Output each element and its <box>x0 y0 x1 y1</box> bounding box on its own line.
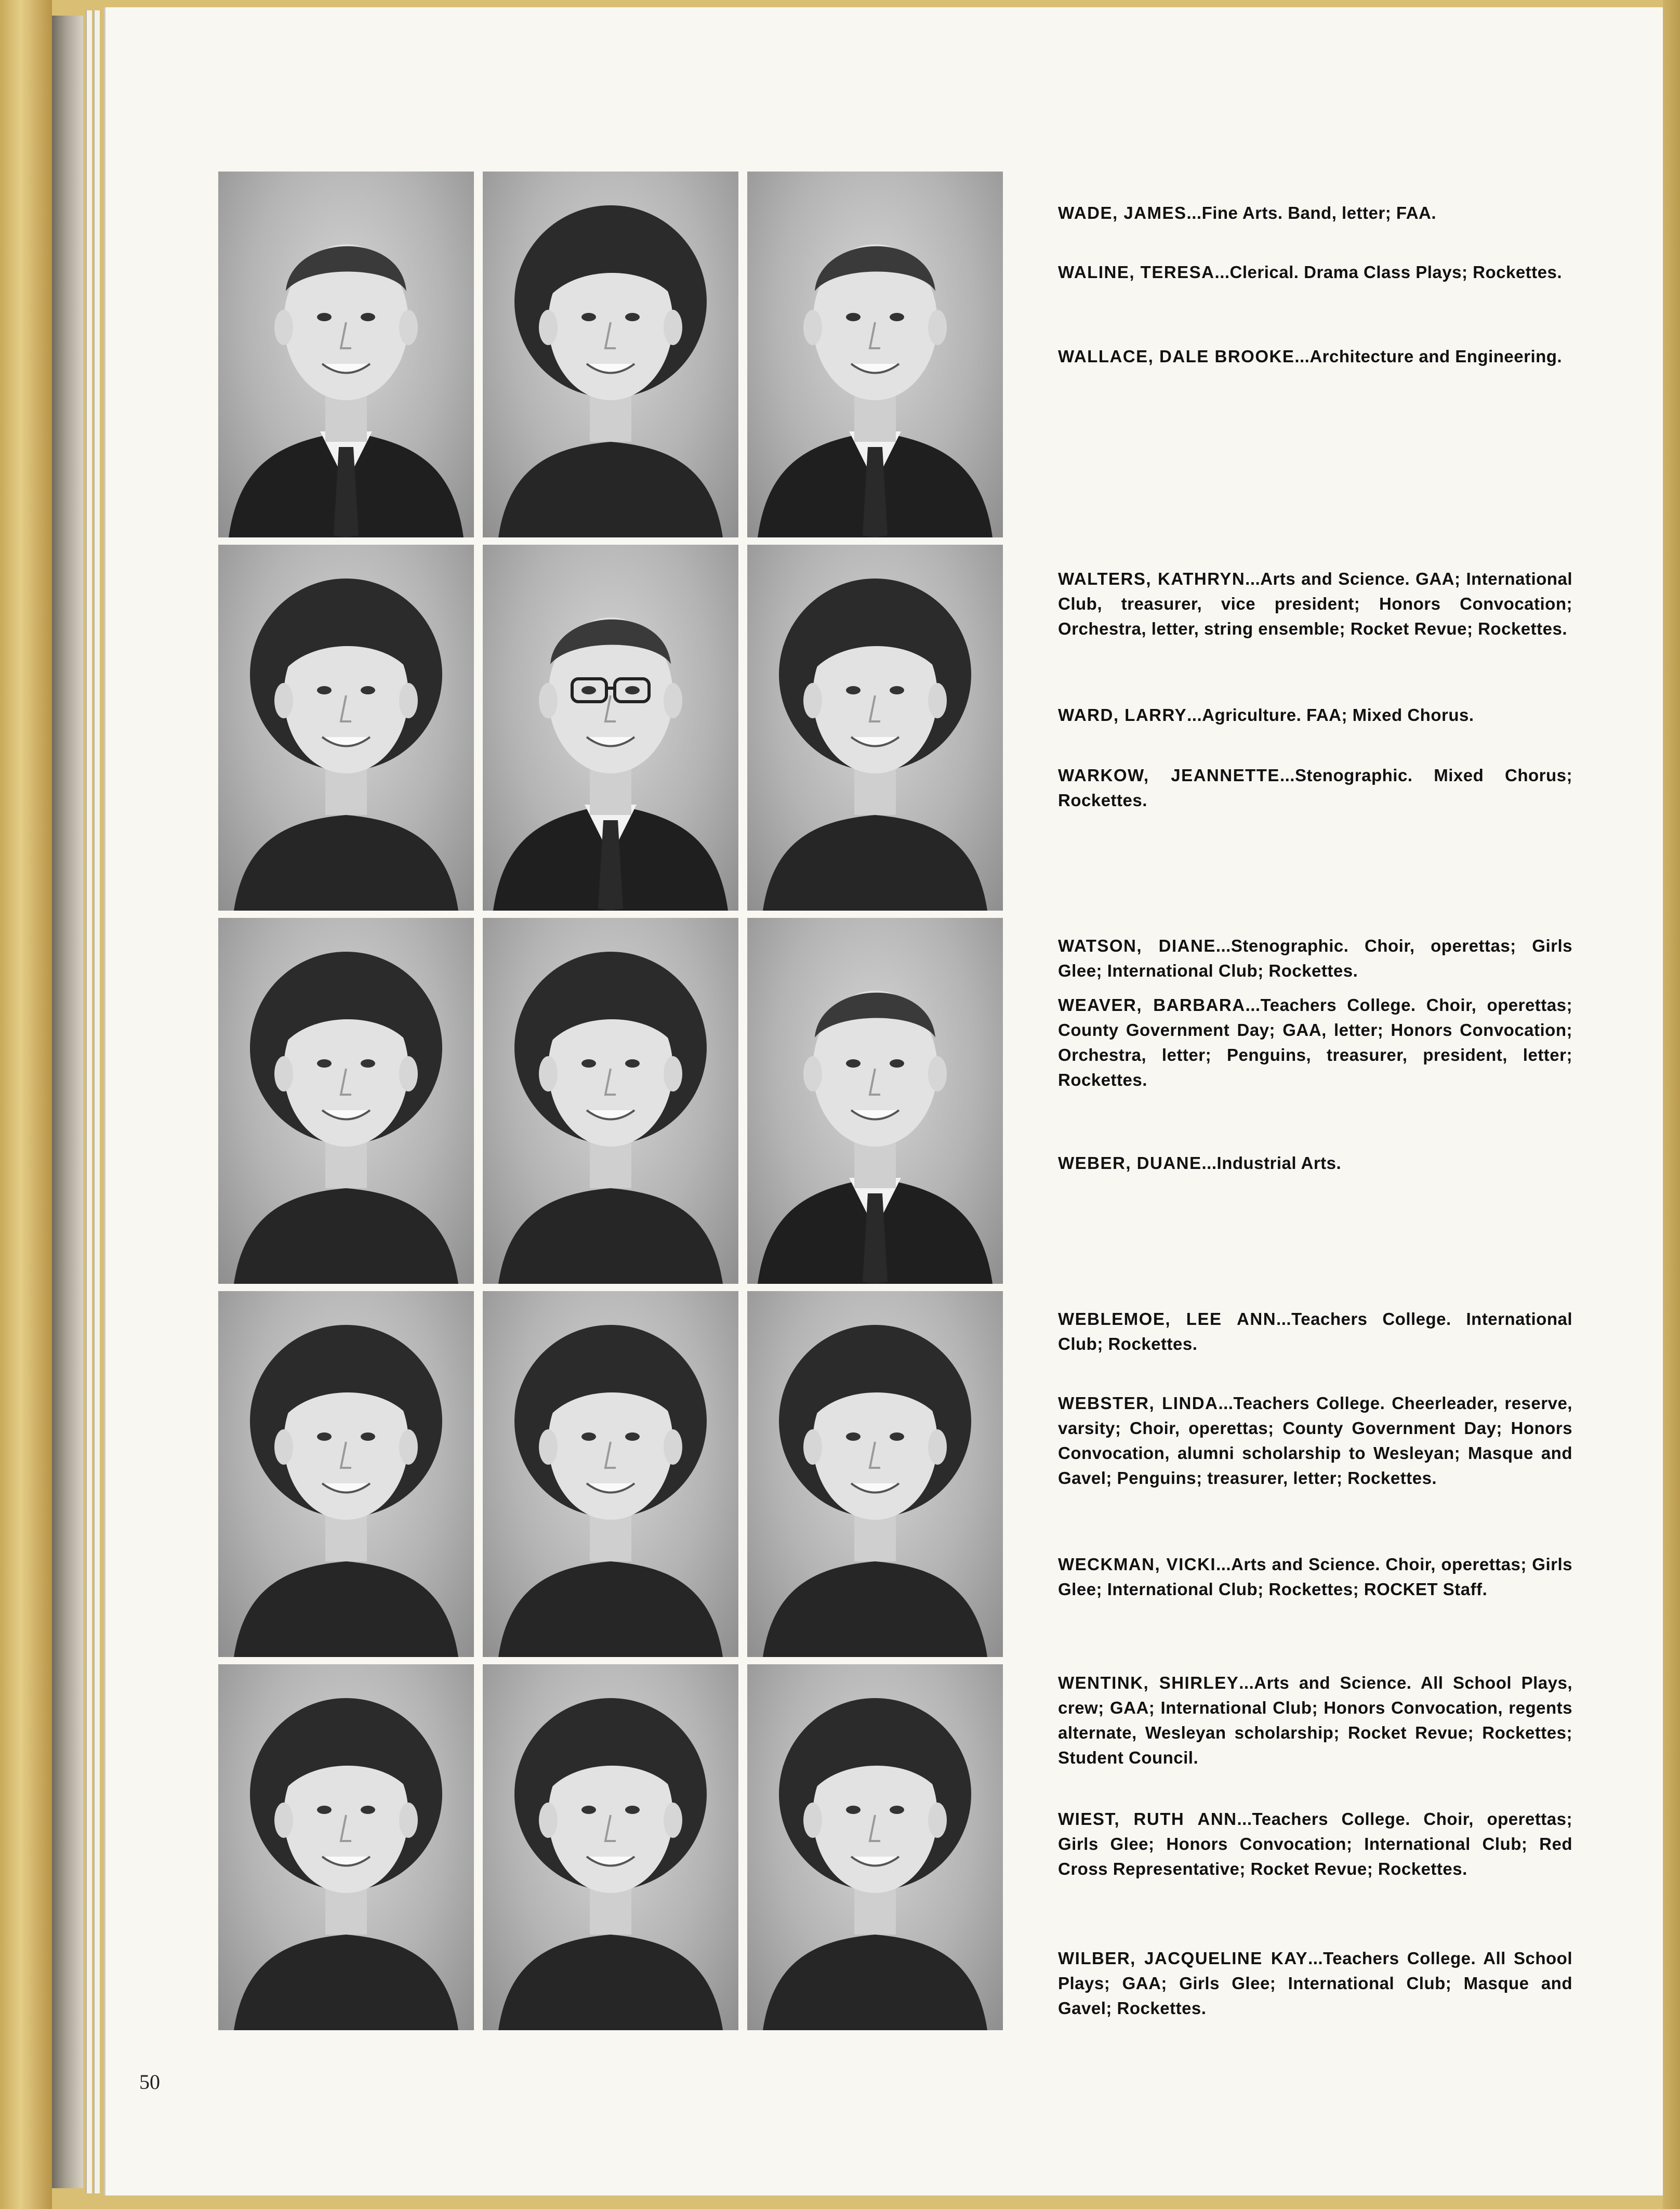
student-entry: WEBER, DUANE...Industrial Arts. <box>1058 1153 1342 1173</box>
student-entry: WALINE, TERESA...Clerical. Drama Class Plays; Rockettes. <box>1058 262 1563 282</box>
page-edge <box>94 10 100 2193</box>
page-number: 50 <box>139 2070 160 2094</box>
student-portrait <box>483 545 738 911</box>
student-entry: WARKOW, JEANNETTE...Stenographic. Mixed Chorus; Rockettes. <box>1058 766 1572 810</box>
cover-edge <box>1663 0 1680 2209</box>
student-portrait <box>483 918 738 1284</box>
student-entry: WENTINK, SHIRLEY...Arts and Science. All School Plays, crew; GAA; International Club; Honors Convocation, regents alternate, Wesleyan scholarship; Rocket Revue; Rockettes; Student Council. <box>1058 1673 1572 1767</box>
student-entry: WARD, LARRY...Agriculture. FAA; Mixed Chorus. <box>1058 705 1474 725</box>
book-binding <box>0 0 52 2209</box>
student-entry: WADE, JAMES...Fine Arts. Band, letter; FAA. <box>1058 203 1437 222</box>
student-entry: WILBER, JACQUELINE KAY...Teachers College. All School Plays; GAA; Girls Glee; International Club; Masque and Gavel; Rockettes. <box>1058 1949 1572 2018</box>
student-portrait <box>218 918 474 1284</box>
student-entry: WALLACE, DALE BROOKE...Architecture and Engineering. <box>1058 347 1563 366</box>
student-entry: WECKMAN, VICKI...Arts and Science. Choir, operettas; Girls Glee; International Club; Rockettes; ROCKET Staff. <box>1058 1555 1572 1599</box>
student-entry: WEBSTER, LINDA...Teachers College. Cheerleader, reserve, varsity; Choir, operettas; County Government Day; Honors Convocation, alumni scholarship to Wesleyan; Masque and Gavel; Penguins; treasurer, letter; Rockettes. <box>1058 1393 1572 1488</box>
student-portrait <box>218 172 474 537</box>
student-portrait <box>747 545 1003 911</box>
student-portrait <box>483 1291 738 1657</box>
student-entry: WATSON, DIANE...Stenographic. Choir, operettas; Girls Glee; International Club; Rockettes. <box>1058 936 1572 980</box>
student-portrait <box>747 172 1003 537</box>
portrait-grid <box>218 172 1003 2017</box>
student-portrait <box>218 1664 474 2030</box>
student-entry: WEAVER, BARBARA...Teachers College. Choir, operettas; County Government Day; GAA, letter; Honors Convocation; Orchestra, letter; Penguins, treasurer, president, letter; Rockettes. <box>1058 995 1572 1089</box>
student-portrait <box>483 172 738 537</box>
student-portrait <box>218 1291 474 1657</box>
student-portrait <box>218 545 474 911</box>
student-entry: WALTERS, KATHRYN...Arts and Science. GAA; International Club, treasurer, vice president; Honors Convocation; Orchestra, letter, string ensemble; Rocket Revue; Rockettes. <box>1058 569 1572 638</box>
student-listings <box>1058 172 1572 2032</box>
student-portrait <box>747 1664 1003 2030</box>
student-portrait <box>483 1664 738 2030</box>
student-portrait <box>747 1291 1003 1657</box>
book-spine <box>52 16 83 2188</box>
student-entry: WEBLEMOE, LEE ANN...Teachers College. International Club; Rockettes. <box>1058 1309 1573 1353</box>
page-edge <box>86 10 92 2193</box>
student-portrait <box>747 918 1003 1284</box>
student-entry: WIEST, RUTH ANN...Teachers College. Choir, operettas; Girls Glee; Honors Convocation; International Club; Red Cross Representative; Rocket Revue; Rockettes. <box>1058 1809 1572 1878</box>
